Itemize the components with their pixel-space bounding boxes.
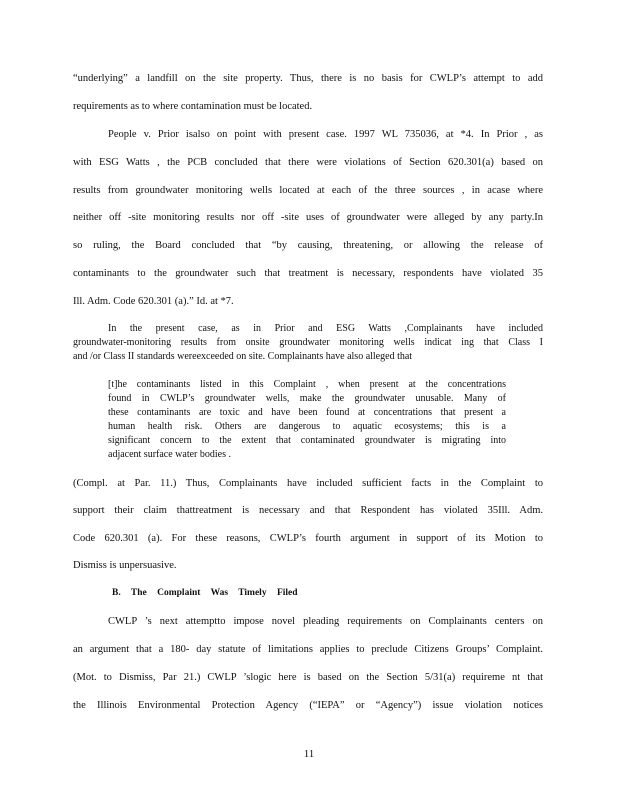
text-line: neither off -site monitoring results nor off -site uses of groundwater were alleged by any party.In	[73, 212, 543, 223]
text-line: support their claim thattreatment is necessary and that Respondent has violated 35Ill. Adm.	[73, 505, 543, 516]
text-line: (Compl. at Par. 11.) Thus, Complainants have included sufficient facts in the Complaint to	[73, 478, 543, 489]
text-line: Dismiss is unpersuasive.	[73, 560, 177, 571]
text-line: People v. Prior isalso on point with present case. 1997 WL 735036, at *4. In Prior , as	[108, 129, 543, 140]
block-quote-line: human health risk. Others are dangerous to aquatic ecosystems; this is a	[108, 421, 506, 432]
block-quote-line: significant concern to the extent that contaminated groundwater is migrating into	[108, 435, 506, 446]
section-heading: B. The Complaint Was Timely Filed	[112, 588, 298, 598]
text-line: so ruling, the Board concluded that “by causing, threatening, or allowing the release of	[73, 240, 543, 251]
text-line: In the present case, as in Prior and ESG Watts ,Complainants have included	[108, 323, 543, 334]
text-line: groundwater-monitoring results from onsite groundwater monitoring wells indicat ing that Class I	[73, 337, 543, 348]
text-line: Code 620.301 (a). For these reasons, CWLP’s fourth argument in support of its Motion to	[73, 533, 543, 544]
text-line: requirements as to where contamination must be located.	[73, 101, 313, 112]
text-line: with ESG Watts , the PCB concluded that there were violations of Section 620.301(a) based on	[73, 157, 543, 168]
block-quote-line: adjacent surface water bodies .	[108, 449, 231, 460]
text-line: Ill. Adm. Code 620.301 (a).” Id. at *7.	[73, 296, 234, 307]
text-line: contaminants to the groundwater such that treatment is necessary, respondents have violated 35	[73, 268, 543, 279]
text-line: an argument that a 180- day statute of limitations applies to preclude Citizens Groups’ Complaint.	[73, 644, 543, 655]
text-line: CWLP ’s next attemptto impose novel pleading requirements on Complainants centers on	[108, 616, 543, 627]
text-line: (Mot. to Dismiss, Par 21.) CWLP ’slogic here is based on the Section 5/31(a) requireme nt that	[73, 672, 543, 683]
text-line: results from groundwater monitoring wells located at each of the three sources , in acase where	[73, 185, 543, 196]
text-line: “underlying” a landfill on the site property. Thus, there is no basis for CWLP’s attempt to add	[73, 73, 543, 84]
text-line: the Illinois Environmental Protection Agency (“IEPA” or “Agency”) issue violation notices	[73, 700, 543, 711]
block-quote-line: these contaminants are toxic and have been found at concentrations that present a	[108, 407, 506, 418]
text-line: and /or Class II standards wereexceeded on site. Complainants have also alleged that	[73, 351, 413, 362]
block-quote-line: [t]he contaminants listed in this Complaint , when present at the concentrations	[108, 379, 506, 390]
page-number: 11	[303, 748, 315, 760]
block-quote-line: found in CWLP’s groundwater wells, make the groundwater unusable. Many of	[108, 393, 506, 404]
